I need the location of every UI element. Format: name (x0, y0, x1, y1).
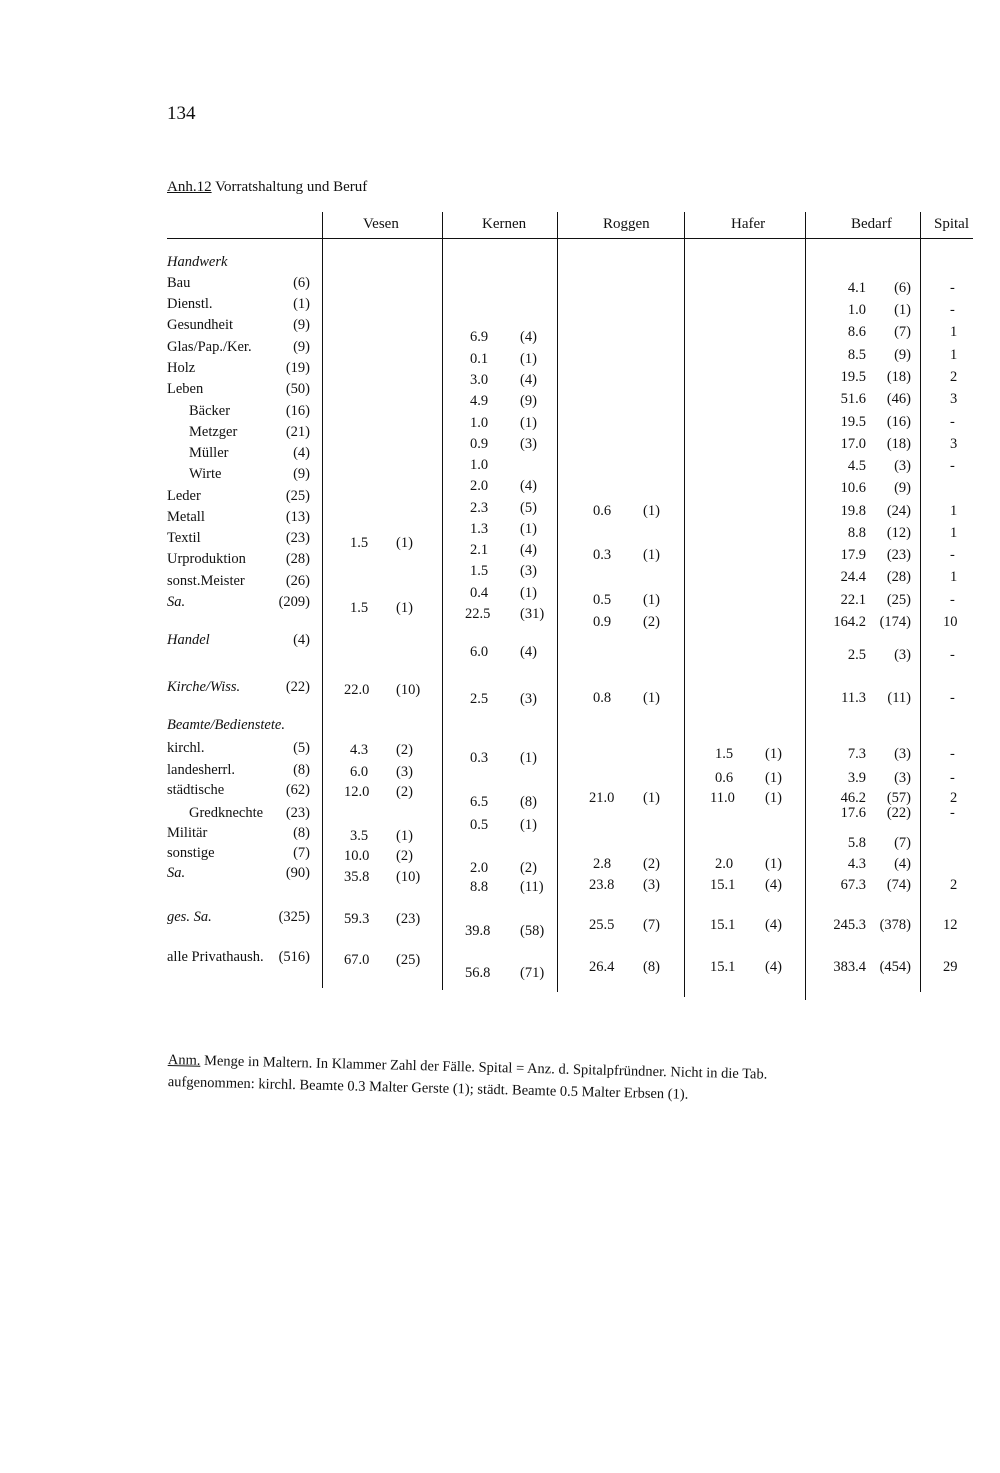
row-label: städtische (167, 782, 225, 798)
hafer-value: 15.1 (710, 917, 736, 933)
column-divider (322, 212, 323, 988)
hafer-cases: (1) (765, 770, 782, 786)
vesen-cases: (2) (396, 848, 413, 865)
kernen-value: 0.3 (470, 750, 489, 766)
bedarf-value: 8.5 (847, 347, 866, 363)
roggen-value: 0.3 (593, 547, 612, 563)
kernen-value: 0.1 (470, 351, 489, 367)
hafer-value: 11.0 (710, 790, 735, 806)
vesen-cases: (2) (396, 741, 413, 758)
spital-value: - (950, 647, 955, 663)
roggen-value: 26.4 (589, 959, 615, 975)
kernen-value: 39.8 (465, 923, 491, 939)
vesen-value: 22.0 (344, 682, 370, 699)
vesen-value: 35.8 (344, 868, 370, 885)
roggen-cases: (7) (643, 917, 660, 933)
spital-value: - (950, 746, 955, 762)
bedarf-cases: (12) (886, 525, 911, 541)
column-divider (805, 212, 806, 1000)
row-count: (23) (285, 530, 310, 546)
spital-value: - (950, 280, 955, 296)
bedarf-value: 17.6 (840, 805, 866, 821)
roggen-value: 0.6 (593, 503, 612, 519)
kernen-value: 2.3 (470, 500, 489, 516)
kernen-cases: (1) (520, 521, 537, 537)
kernen-cases: (9) (520, 393, 537, 409)
header-hafer: Hafer (731, 216, 766, 232)
kernen-cases: (1) (520, 351, 537, 367)
kernen-cases: (58) (520, 923, 545, 939)
row-label: Sa. (167, 865, 186, 881)
row-label: kirchl. (167, 740, 205, 756)
kernen-cases: (2) (520, 860, 537, 876)
kernen-cases: (8) (520, 794, 537, 810)
hafer-value: 2.0 (715, 856, 734, 872)
bedarf-value: 67.3 (840, 877, 866, 893)
kernen-cases: (3) (520, 563, 537, 579)
vesen-cases: (1) (396, 828, 413, 844)
row-label: sonst.Meister (167, 573, 245, 589)
kernen-cases: (1) (520, 817, 537, 833)
bedarf-value: 17.9 (840, 547, 866, 563)
row-label: Gredknechte (189, 805, 264, 821)
row-count: (26) (285, 573, 310, 589)
bedarf-value: 46.2 (840, 790, 866, 806)
kernen-cases: (11) (520, 879, 544, 895)
vesen-cases: (1) (396, 600, 413, 616)
row-count: (9) (293, 339, 310, 355)
kernen-cases: (4) (520, 372, 537, 388)
bedarf-cases: (18) (886, 369, 911, 385)
bedarf-value: 19.5 (840, 414, 866, 430)
vesen-value: 6.0 (350, 764, 369, 781)
row-label: ges. Sa. (167, 909, 212, 925)
hafer-cases: (4) (765, 877, 782, 893)
vesen-value: 4.3 (350, 741, 369, 758)
spital-value: - (950, 690, 955, 706)
row-count: (25) (285, 488, 310, 504)
row-count: (16) (285, 403, 310, 419)
kernen-value: 8.8 (470, 879, 489, 895)
kernen-cases: (4) (520, 329, 537, 345)
row-label: Handel (167, 632, 210, 648)
bedarf-cases: (22) (886, 805, 911, 821)
bedarf-value: 19.8 (840, 503, 866, 519)
row-count: (19) (285, 360, 310, 376)
vesen-value: 59.3 (344, 911, 370, 928)
bedarf-cases: (74) (886, 877, 911, 893)
header-bedarf: Bedarf (851, 216, 892, 232)
row-label: Textil (167, 530, 201, 546)
kernen-cases: (5) (520, 500, 537, 516)
spital-value: 3 (950, 436, 958, 452)
row-count: (22) (285, 679, 310, 695)
spital-value: 1 (950, 503, 958, 519)
roggen-cases: (1) (643, 547, 660, 563)
kernen-value: 1.0 (470, 457, 489, 473)
bedarf-cases: (4) (894, 856, 911, 872)
row-count: (4) (293, 445, 310, 461)
spital-value: - (950, 414, 955, 430)
row-count: (209) (278, 594, 310, 610)
bedarf-value: 5.8 (847, 835, 866, 851)
roggen-value: 25.5 (589, 917, 615, 933)
row-count: (23) (285, 805, 310, 821)
row-label: Metall (167, 509, 205, 525)
hafer-value: 1.5 (715, 746, 734, 762)
kernen-value: 22.5 (465, 606, 491, 622)
header-roggen: Roggen (603, 216, 650, 232)
vesen-value: 12.0 (344, 784, 370, 801)
bedarf-value: 3.9 (847, 770, 866, 786)
bedarf-cases: (7) (894, 835, 911, 851)
kernen-cases: (3) (520, 691, 537, 707)
roggen-cases: (2) (643, 614, 660, 630)
column-divider (684, 212, 685, 997)
bedarf-cases: (24) (886, 503, 911, 519)
roggen-cases: (1) (643, 592, 660, 608)
vesen-cases: (10) (396, 682, 421, 699)
spital-value: 2 (950, 369, 958, 385)
row-label: Wirte (189, 466, 222, 482)
spital-value: - (950, 547, 955, 563)
kernen-value: 2.0 (470, 860, 489, 876)
row-label: Dienstl. (167, 296, 213, 312)
bedarf-value: 164.2 (833, 614, 866, 630)
row-label: Leder (167, 488, 201, 504)
bedarf-value: 383.4 (833, 959, 866, 975)
row-count: (325) (278, 909, 310, 925)
bedarf-cases: (1) (894, 302, 911, 318)
vesen-cases: (10) (396, 868, 421, 885)
vesen-value: 1.5 (350, 600, 369, 616)
row-count: (6) (293, 275, 310, 291)
kernen-cases: (1) (520, 750, 537, 766)
bedarf-value: 1.0 (847, 302, 866, 318)
roggen-value: 2.8 (593, 856, 612, 872)
spital-value: - (950, 592, 955, 608)
bedarf-value: 51.6 (840, 391, 866, 407)
title-text: Vorratshaltung und Beruf (211, 179, 368, 195)
spital-value: 2 (950, 790, 958, 806)
bedarf-cases: (28) (886, 569, 911, 585)
row-count: (5) (293, 740, 310, 756)
row-count: (1) (293, 296, 310, 312)
roggen-cases: (1) (643, 690, 660, 706)
vesen-cases: (1) (396, 535, 413, 552)
roggen-cases: (8) (643, 959, 660, 975)
kernen-cases: (4) (520, 542, 537, 558)
kernen-value: 6.9 (470, 329, 489, 345)
bedarf-cases: (11) (887, 690, 911, 706)
kernen-cases: (3) (520, 436, 537, 452)
row-label: Kirche/Wiss. (167, 679, 241, 695)
vesen-value: 3.5 (350, 828, 369, 844)
hafer-cases: (1) (765, 856, 782, 872)
kernen-cases: (1) (520, 415, 537, 431)
row-count: (9) (293, 466, 310, 482)
spital-value: - (950, 458, 955, 474)
bedarf-cases: (9) (894, 347, 911, 363)
header-rule (167, 238, 973, 239)
bedarf-value: 19.5 (840, 369, 866, 385)
bedarf-cases: (46) (886, 391, 911, 407)
kernen-value: 1.5 (470, 563, 489, 579)
bedarf-value: 11.3 (841, 690, 866, 706)
note-line-2: aufgenommen: kirchl. Beamte 0.3 Malter Gerste (1); städt. Beamte 0.5 Malter Erbsen (1). (167, 1074, 689, 1103)
bedarf-value: 10.6 (840, 480, 866, 496)
row-label: landesherrl. (167, 762, 236, 778)
kernen-cases: (4) (520, 644, 537, 660)
bedarf-cases: (7) (894, 324, 911, 340)
hafer-value: 15.1 (710, 959, 736, 975)
spital-value: - (950, 770, 955, 786)
vesen-value: 10.0 (344, 848, 370, 865)
row-label: Leben (167, 381, 204, 397)
header-spital: Spital (934, 216, 970, 232)
row-label: Bau (167, 275, 191, 291)
row-label: Gesundheit (167, 317, 234, 333)
row-label: Metzger (189, 424, 238, 440)
hafer-value: 15.1 (710, 877, 736, 893)
bedarf-cases: (9) (894, 480, 911, 496)
bedarf-value: 8.6 (847, 324, 866, 340)
kernen-cases: (31) (520, 606, 545, 622)
kernen-cases: (71) (520, 965, 545, 981)
row-label: alle Privathaush. (167, 949, 264, 965)
row-count: (28) (285, 551, 310, 567)
header-vesen: Vesen (363, 216, 399, 232)
bedarf-value: 2.5 (847, 647, 866, 663)
note-line-1: Menge in Maltern. In Klammer Zahl der Fälle. Spital = Anz. d. Spitalpfründner. Nicht in die Tab. (200, 1052, 768, 1083)
spital-value: 29 (943, 959, 958, 975)
kernen-value: 1.3 (470, 521, 489, 537)
spital-value: 12 (943, 917, 958, 933)
vesen-cases: (23) (396, 911, 421, 928)
bedarf-cases: (57) (886, 790, 911, 806)
bedarf-value: 4.3 (847, 856, 866, 872)
bedarf-cases: (378) (879, 917, 911, 933)
roggen-value: 0.8 (593, 690, 612, 706)
row-count: (13) (285, 509, 310, 525)
bedarf-cases: (174) (879, 614, 911, 630)
spital-value: 1 (950, 324, 958, 340)
kernen-value: 56.8 (465, 965, 491, 981)
kernen-cases: (1) (520, 585, 537, 601)
row-label: Handwerk (167, 254, 228, 270)
bedarf-cases: (3) (894, 458, 911, 474)
row-count: (8) (293, 825, 310, 841)
row-label: Holz (167, 360, 196, 376)
hafer-cases: (4) (765, 917, 782, 933)
bedarf-cases: (3) (894, 647, 911, 663)
column-divider (442, 212, 443, 990)
bedarf-cases: (6) (894, 280, 911, 296)
kernen-value: 4.9 (470, 393, 489, 409)
bedarf-value: 4.1 (847, 280, 866, 296)
kernen-value: 0.9 (470, 436, 489, 452)
header-kernen: Kernen (482, 216, 527, 232)
kernen-value: 2.1 (470, 542, 489, 558)
spital-value: - (950, 805, 955, 821)
roggen-cases: (1) (643, 503, 660, 519)
column-divider (920, 212, 921, 992)
spital-value: 10 (943, 614, 958, 630)
bedarf-cases: (3) (894, 770, 911, 786)
roggen-value: 0.5 (593, 592, 612, 608)
vesen-value: 67.0 (344, 952, 370, 968)
vesen-cases: (2) (396, 784, 413, 801)
row-label: Müller (189, 445, 229, 461)
roggen-cases: (3) (643, 877, 660, 893)
bedarf-value: 245.3 (833, 917, 866, 933)
spital-value: 1 (950, 569, 958, 585)
kernen-value: 6.5 (470, 794, 489, 810)
row-label: Beamte/Bedienstete. (167, 717, 285, 733)
column-divider (557, 212, 558, 992)
row-label: sonstige (167, 845, 215, 861)
kernen-cases: (4) (520, 478, 537, 494)
row-count: (21) (285, 424, 310, 440)
row-count: (4) (293, 632, 310, 648)
row-count: (62) (285, 782, 310, 798)
spital-value: 1 (950, 525, 958, 541)
row-label: Bäcker (189, 403, 231, 419)
bedarf-value: 8.8 (847, 525, 866, 541)
roggen-cases: (2) (643, 856, 660, 872)
table-title (167, 180, 367, 195)
roggen-value: 0.9 (593, 614, 612, 630)
roggen-value: 21.0 (589, 790, 615, 806)
spital-value: 3 (950, 391, 958, 407)
hafer-cases: (4) (765, 959, 782, 975)
note-label: Anm. (167, 1052, 201, 1069)
row-count: (9) (293, 317, 310, 333)
vesen-cases: (25) (396, 952, 421, 968)
kernen-value: 0.4 (470, 585, 489, 601)
row-label: Glas/Pap./Ker. (167, 339, 252, 355)
kernen-value: 1.0 (470, 415, 489, 431)
bedarf-cases: (23) (886, 547, 911, 563)
row-count: (8) (293, 762, 310, 778)
row-label: Urproduktion (167, 551, 246, 567)
bedarf-value: 4.5 (847, 458, 866, 474)
bedarf-cases: (454) (879, 959, 911, 975)
row-count: (7) (293, 845, 310, 861)
row-count: (516) (278, 949, 310, 965)
bedarf-cases: (25) (886, 592, 911, 608)
row-label: Militär (167, 825, 208, 841)
bedarf-cases: (3) (894, 746, 911, 762)
kernen-value: 6.0 (470, 644, 489, 660)
hafer-value: 0.6 (715, 770, 734, 786)
bedarf-cases: (16) (886, 414, 911, 430)
bedarf-value: 22.1 (840, 592, 866, 608)
appendix-label: Anh.12 (167, 179, 212, 195)
row-count: (90) (285, 865, 310, 881)
spital-value: - (950, 302, 955, 318)
roggen-value: 23.8 (589, 877, 615, 893)
bedarf-cases: (18) (886, 436, 911, 452)
hafer-cases: (1) (765, 790, 782, 806)
spital-value: 1 (950, 347, 958, 363)
bedarf-value: 24.4 (840, 569, 866, 585)
vesen-cases: (3) (396, 764, 413, 781)
kernen-value: 2.0 (470, 478, 489, 494)
roggen-cases: (1) (643, 790, 660, 806)
row-label: Sa. (167, 594, 186, 610)
bedarf-value: 7.3 (847, 746, 866, 762)
vesen-value: 1.5 (350, 535, 369, 552)
spital-value: 2 (950, 877, 958, 893)
page-number: 134 (167, 103, 196, 124)
hafer-cases: (1) (765, 746, 782, 762)
row-count: (50) (285, 381, 310, 397)
kernen-value: 2.5 (470, 691, 489, 707)
kernen-value: 0.5 (470, 817, 489, 833)
kernen-value: 3.0 (470, 372, 489, 388)
bedarf-value: 17.0 (840, 436, 866, 452)
